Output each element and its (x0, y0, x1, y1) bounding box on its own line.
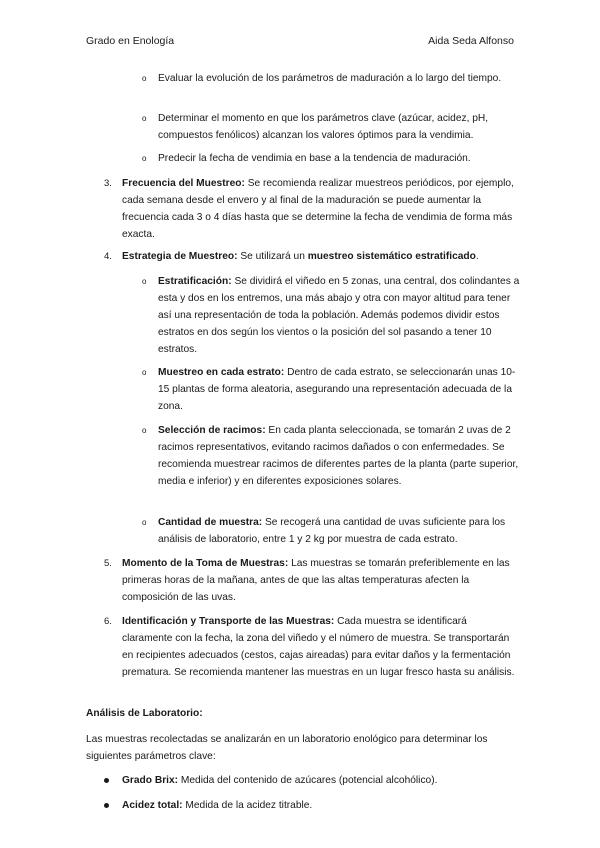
sub-item-stratification (142, 273, 520, 358)
numbered-item-5 (104, 555, 518, 606)
item-text-bold: muestreo sistemático estratificado (307, 251, 476, 262)
header-author: Aida Seda Alfonso (428, 35, 514, 47)
item-title: Momento de la Toma de Muestras: (122, 558, 289, 569)
numbered-item-3 (104, 175, 518, 243)
circle-bullet-icon: o (142, 154, 147, 163)
bullet-text: Medida de la acidez titrable. (182, 800, 313, 811)
item-text-end: . (475, 251, 479, 262)
circle-bullet-icon: o (142, 426, 147, 435)
circle-bullet-icon: o (142, 518, 147, 527)
item-number: 4. (104, 251, 112, 262)
item-number: 3. (104, 178, 112, 189)
circle-bullet-icon: o (142, 74, 147, 83)
lab-bullet-brix (122, 772, 518, 789)
sub-item-text: Se recogerá una cantidad de uvas suficiente para los análisis de laboratorio, entre 1 y 2 kg por muestra de cada estrato. (158, 517, 506, 545)
bullet-title: Acidez total: (122, 800, 183, 811)
section-heading-text: Análisis de Laboratorio: (86, 708, 203, 719)
sub-item-text: Se dividirá el viñedo en 5 zonas, una central, dos colindantes a esta y dos en los entremos, una más abajo y otra con mayor altitud para tener así una representación de toda la población. Además podemos dividir estos estratos en dos según los vientos o la posición del sol pasando a tener 10 estratos. (158, 276, 520, 355)
circle-bullet-icon: o (142, 114, 147, 123)
sub-item-title: Muestreo en cada estrato: (158, 367, 285, 378)
numbered-item-4 (104, 248, 518, 265)
sub-item-3 (142, 150, 520, 167)
item-text: Las muestras se tomarán preferiblemente en las primeras horas de la mañana, antes de que las altas temperaturas afecten la composición de las uvas. (122, 558, 510, 603)
item-text: Se utilizará un (237, 251, 308, 262)
sub-item-text: En cada planta seleccionada, se tomarán 2 uvas de 2 racimos representativos, evitando racimos dañados o con enfermedades. Se recomienda muestrear racimos de diferentes partes de la planta (parte superior, media e inferior) y en diferentes exposiciones solares. (158, 425, 519, 487)
sub-item-sampling-per-stratum (142, 364, 520, 415)
item-number: 6. (104, 616, 112, 627)
lab-intro-paragraph: Las muestras recolectadas se analizarán en un laboratorio enológico para determinar los siguientes parámetros clave: (86, 734, 488, 762)
circle-bullet-icon: o (142, 368, 147, 377)
sub-item-title: Cantidad de muestra: (158, 517, 263, 528)
sub-item-sample-quantity (142, 514, 520, 548)
bullet-title: Grado Brix: (122, 775, 179, 786)
item-text: Cada muestra se identificará claramente con la fecha, la zona del viñedo y el número de muestra. Se transportarán en recipientes adecuados (cestos, cajas aireadas) para evitar daños y la fermentación prematura. Se recomienda mantener las muestras en un lugar fresco hasta su análisis. (122, 616, 515, 678)
item-title: Identificación y Transporte de las Muestras: (122, 616, 335, 627)
sub-item-cluster-selection (142, 422, 520, 490)
bullet-text: Medida del contenido de azúcares (potencial alcohólico). (178, 775, 438, 786)
sub-item-text: Dentro de cada estrato, se seleccionarán unas 10-15 plantas de forma aleatoria, asegurando una representación adecuada de la zona. (158, 367, 516, 412)
bullet-dot-icon (104, 778, 109, 783)
sub-item-2 (142, 110, 520, 144)
bullet-dot-icon (104, 803, 109, 808)
item-title: Estrategia de Muestreo: (122, 251, 238, 262)
sub-item-title: Selección de racimos: (158, 425, 266, 436)
item-text: Se recomienda realizar muestreos periódicos, por ejemplo, cada semana desde el envero y al final de la maduración se puede aumentar la frecuencia cada 3 o 4 días hasta que se determine la fecha de vendimia de forma más exacta. (122, 178, 514, 240)
lab-bullet-acidity (122, 797, 518, 814)
item-number: 5. (104, 558, 112, 569)
sub-item-text: Predecir la fecha de vendimia en base a la tendencia de maduración. (158, 153, 471, 164)
sub-item-text: Determinar el momento en que los parámetros clave (azúcar, acidez, pH, compuestos fenólicos) alcanzan los valores óptimos para la vendimia. (158, 113, 489, 141)
sub-item-title: Estratificación: (158, 276, 232, 287)
numbered-item-6 (104, 613, 518, 681)
circle-bullet-icon: o (142, 277, 147, 286)
sub-item-1 (142, 70, 520, 87)
sub-item-text: Evaluar la evolución de los parámetros de maduración a lo largo del tiempo. (158, 73, 502, 84)
section-heading-lab (86, 705, 518, 722)
item-title: Frecuencia del Muestreo: (122, 178, 245, 189)
header-degree: Grado en Enología (86, 35, 175, 47)
